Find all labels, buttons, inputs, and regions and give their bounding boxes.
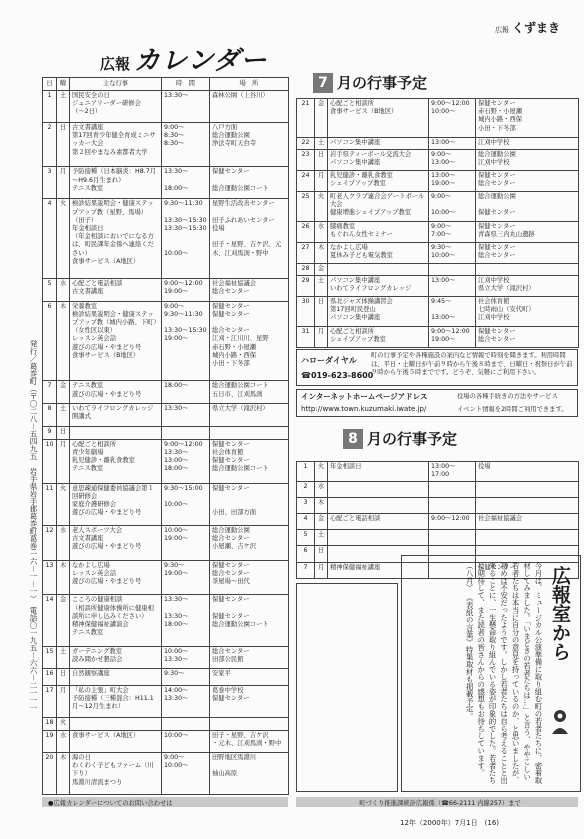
table-row xyxy=(297,497,579,513)
table-row xyxy=(297,138,579,150)
footer-date: 12年（2000年）7月1日 xyxy=(400,819,478,827)
event-cell: 検診結果説明会・健康ステップアップ教（星野、馬場） （田子） 年金相談日 （年金相談においでになる方は、町民課年金係へ連絡ください） 食事サービス（A地区） xyxy=(70,199,162,279)
august-heading xyxy=(343,428,457,449)
place-cell xyxy=(476,263,579,275)
time-cell: 9:30～ xyxy=(162,669,210,685)
footer-page: (16) xyxy=(484,819,500,827)
table-row xyxy=(43,685,289,717)
weekday-cell: 日 xyxy=(315,297,328,327)
place-cell xyxy=(476,530,579,546)
weekday-cell: 金 xyxy=(57,595,70,646)
time-cell: 9:30～ 19:00～ xyxy=(162,560,210,595)
table-header xyxy=(43,78,289,91)
weekday-cell: 土 xyxy=(57,91,70,123)
event-cell: 心配ごと相談所 食事サービス（B地区） xyxy=(328,99,429,138)
weekday-cell: 日 xyxy=(57,426,70,439)
header-event: 主な行事 xyxy=(70,78,162,91)
time-cell: 14:00～ 13:30～ xyxy=(162,685,210,717)
weekday-cell: 木 xyxy=(315,242,328,263)
internet-url[interactable]: http://www.town.kuzumaki.iwate.jp/ xyxy=(301,405,427,413)
weekday-cell: 月 xyxy=(57,167,70,199)
july-heading xyxy=(313,72,427,93)
place-cell: 田野地区馬淵川 袖山高原 xyxy=(210,753,289,795)
event-cell: 心配ごと相談所 青少年劇場 乳児健診・離乳食教室 テニス教室 xyxy=(70,439,162,483)
weekday-cell: 月 xyxy=(315,171,328,192)
weekday-cell: 金 xyxy=(57,381,70,404)
time-cell: 13:30～ 13:30～ 18:00～ xyxy=(162,595,210,646)
table-row xyxy=(297,242,579,263)
weekday-cell: 木 xyxy=(57,560,70,595)
day-cell: 1 xyxy=(297,462,315,482)
footer xyxy=(400,818,499,828)
day-cell: 1 xyxy=(43,91,57,123)
place-cell: 社会福祉協議会 xyxy=(476,514,579,530)
day-cell: 3 xyxy=(297,497,315,513)
place-cell: 保健センター 社会体育館 保健センター 総合運動公園コート xyxy=(210,439,289,483)
event-cell: 乳児健診・離乳食教室 シェイプアップ教室 xyxy=(328,171,429,192)
event-cell: 自然観察講座 xyxy=(70,669,162,685)
time-cell: 9:30～11:30 13:30～15:30 13:30～15:30 10:00～ xyxy=(162,199,210,279)
time-cell: 9:00～12:00 19:00～ xyxy=(429,326,476,347)
weekday-cell: 水 xyxy=(57,730,70,753)
place-cell: 総合運動公園 総合センター 小屋瀬、吉ケ沢 xyxy=(210,525,289,560)
event-cell: テニス教室 遊びの広場・やまどり号 xyxy=(70,381,162,404)
time-cell xyxy=(162,426,210,439)
event-cell: パソコン集中講座 xyxy=(328,138,429,150)
table-row xyxy=(43,560,289,595)
table-row xyxy=(43,123,289,167)
july-table-first-half xyxy=(42,77,289,795)
brand xyxy=(495,19,560,36)
day-cell: 21 xyxy=(297,99,315,138)
weekday-cell: 水 xyxy=(315,481,328,497)
day-cell: 5 xyxy=(43,279,57,302)
day-cell: 27 xyxy=(297,242,315,263)
place-cell: 県立大学（滝沢村） xyxy=(210,404,289,427)
place-cell xyxy=(476,481,579,497)
day-cell: 8 xyxy=(43,404,57,427)
hello-dial-text: 町の行事予定や各種施設の案内など情報で時刻を聞きます。利用時間は、平日・土曜日が午前９時から午後８時まで、日曜日・祝祭日が午前９時から午後５時までです。どうぞ、気軽にご利用下さい。 xyxy=(371,352,573,376)
weekday-cell: 日 xyxy=(315,150,328,171)
time-cell xyxy=(429,530,476,546)
day-cell: 6 xyxy=(297,546,315,562)
time-cell xyxy=(162,717,210,730)
time-cell: 13:00～ xyxy=(429,276,476,297)
july-number: 7 xyxy=(313,73,333,93)
weekday-cell: 火 xyxy=(57,199,70,279)
time-cell: 9:00～ 10:00～ xyxy=(429,192,476,222)
place-cell: 八戸方面 総合運動公園 浄法寺町天台寺 xyxy=(210,123,289,167)
place-cell: 保健センター 総合運動公園コート xyxy=(210,167,289,199)
place-cell: 保健センター 保健センター 総合センター 江刈・江川川、星野 赤石野・小屋瀬 城内小路・西保 小田・下冬部 xyxy=(210,301,289,381)
day-cell: 2 xyxy=(43,123,57,167)
time-cell: 10:00～ 19:00～ xyxy=(162,525,210,560)
day-cell: 19 xyxy=(43,730,57,753)
event-cell: 県北ジャズ体操講習会 第17回町民登山 パソコン集中講座 xyxy=(328,297,429,327)
table-row xyxy=(297,514,579,530)
day-cell: 16 xyxy=(43,669,57,685)
table-row xyxy=(297,326,579,347)
event-cell: 「私の主張」町大会 予防接種（三種混合：H11.1月～12月生まれ） xyxy=(70,685,162,717)
event-cell: 意思疎通保健委員協議会第１ 回研修会 家庭介護研修会 遊びの広場・やまどり号 xyxy=(70,483,162,525)
time-cell: 10:00～ 13:30～ xyxy=(162,646,210,669)
brand-name: くずまき xyxy=(511,21,560,35)
august-number: 8 xyxy=(343,429,363,449)
place-cell: 保健センター 青森県三内丸山遺跡 xyxy=(476,222,579,243)
table-row xyxy=(297,222,579,243)
kouho-column xyxy=(401,555,581,792)
place-cell: 保健センター 赤石野・小屋瀬 城内小路・西保 小田・下冬部 xyxy=(476,99,579,138)
place-cell: 総合運動公園 保健センター xyxy=(476,192,579,222)
place-cell: 役場 xyxy=(476,462,579,482)
event-cell: 膝痛教室 もぐれん女性セミナー xyxy=(328,222,429,243)
day-cell: 13 xyxy=(43,560,57,595)
weekday-cell: 土 xyxy=(315,276,328,297)
weekday-cell: 金 xyxy=(315,514,328,530)
table-row xyxy=(43,426,289,439)
event-cell xyxy=(328,263,429,275)
event-cell xyxy=(328,481,429,497)
event-cell: 年金相談日 xyxy=(328,462,429,482)
day-cell: 4 xyxy=(297,514,315,530)
event-cell xyxy=(328,497,429,513)
weekday-cell: 月 xyxy=(315,326,328,347)
empty-area xyxy=(296,583,398,792)
time-cell: 9:00～12:00 xyxy=(429,514,476,530)
internet-box xyxy=(296,389,578,417)
event-cell: なかよし広場 レッスン英会話 遊びの広場・やまどり号 xyxy=(70,560,162,595)
place-cell xyxy=(210,426,289,439)
day-cell: 9 xyxy=(43,426,57,439)
time-cell xyxy=(429,481,476,497)
table-row xyxy=(43,483,289,525)
weekday-cell: 水 xyxy=(57,525,70,560)
day-cell: 28 xyxy=(297,263,315,275)
weekday-cell: 火 xyxy=(315,192,328,222)
place-cell: 江刈中学校 xyxy=(476,138,579,150)
weekday-cell: 木 xyxy=(57,753,70,795)
event-cell: 古文書講座 第17回青少年健全育成ミニサッカー大会 第２回やまなみ素都者大学 xyxy=(70,123,162,167)
time-cell: 9:00～ 9:30～11:30 13:30～15:30 19:00～ xyxy=(162,301,210,381)
event-cell: パソコン集中講座 いわてライフロングカレッジ xyxy=(328,276,429,297)
day-cell: 25 xyxy=(297,192,315,222)
event-cell: 栄養教室 検診結果説明会・健康ステップアップ教（城内小路、下町）（女性区以東） レッスン英会話 遊びの広場・やまどり号 食事サービス（B地区） xyxy=(70,301,162,381)
place-cell: 田子・星野、吉ケ沢 ・元木、江刈馬渕・野中 xyxy=(210,730,289,753)
time-cell: 13:00～ 19:00～ xyxy=(429,171,476,192)
time-cell: 9:00～12:00 13:30～ 13:00～ 18:00～ xyxy=(162,439,210,483)
july-table-second-half xyxy=(296,98,579,348)
place-cell: 保健センター 総合センター xyxy=(476,326,579,347)
weekday-cell: 月 xyxy=(315,562,328,578)
day-cell: 22 xyxy=(297,138,315,150)
table-row xyxy=(43,717,289,730)
day-cell: 20 xyxy=(43,753,57,795)
title-kanji: 広報 xyxy=(100,55,131,73)
time-cell: 9:45～ 13:00～ xyxy=(429,297,476,327)
july-heading-text: 月の行事予定 xyxy=(337,74,428,92)
flower-icon xyxy=(548,706,572,736)
kouho-body: 今月は、ミュージカル公演準備に取り組む町の若者たちに、密着取材してみました。「いまどきの若者たちは…」と言う、ややこしい若者たちは本当に自分の意見を持っているのか、と思いましたが、初めは不安だったようです。しかし若者たちは自ら考えることと出来ることに、一生懸命取り組んでいる姿が印象的でした。若者たちに期待して、また読者の皆さんからの感想もお待ちしています。（八月） 《表紙の言葉》特集取材も掲載予定。 xyxy=(465,562,543,784)
weekday-cell: 月 xyxy=(57,685,70,717)
weekday-cell: 水 xyxy=(315,222,328,243)
table-row xyxy=(43,730,289,753)
time-cell: 13:00～17:00 xyxy=(429,462,476,482)
footer-contact-right: 町づくり推進課統計広報係（☎66-2111 内線257）まで xyxy=(296,797,578,807)
day-cell: 29 xyxy=(297,276,315,297)
weekday-cell: 木 xyxy=(315,497,328,513)
calendar-title xyxy=(100,40,267,77)
header-day: 日 xyxy=(43,78,57,91)
event-cell: 予防接種（日本脳炎：H8.7月～H9.6月生まれ） テニス教室 xyxy=(70,167,162,199)
place-cell: 保健センター 小田、田部方面 xyxy=(210,483,289,525)
event-cell xyxy=(70,426,162,439)
kouho-title: 広報室から xyxy=(549,566,571,661)
hello-dial-title: ハローダイヤル xyxy=(301,356,357,365)
hello-dial-box xyxy=(296,349,578,386)
day-cell: 30 xyxy=(297,297,315,327)
title-main: カレンダー xyxy=(134,46,268,76)
time-cell: 9:00～ 10:00～ xyxy=(162,753,210,795)
table-row xyxy=(43,753,289,795)
table-row xyxy=(43,669,289,685)
table-row xyxy=(43,439,289,483)
time-cell xyxy=(429,263,476,275)
event-cell: こころの健康相談 （相談所健康体操所に健康相談所に申し込みください） 精神保健福祉講演会 テニス教室 xyxy=(70,595,162,646)
time-cell: 9:30～15:00 10:00～ xyxy=(162,483,210,525)
event-cell: 国民安全の日 ジュニアリーダー研修会 （～2日） xyxy=(70,91,162,123)
time-cell: 9:00～ 8:30～ 8:30～ xyxy=(162,123,210,167)
table-row xyxy=(43,381,289,404)
day-cell: 7 xyxy=(297,562,315,578)
weekday-cell: 日 xyxy=(57,669,70,685)
event-cell: 老人スポーツ大会 古文書講座 遊びの広場・やまどり号 xyxy=(70,525,162,560)
event-cell xyxy=(328,530,429,546)
place-cell: 総合センター 田部公民館 xyxy=(210,646,289,669)
table-row xyxy=(43,595,289,646)
place-cell: 保健センター 保健センター 総合運動公園コート xyxy=(210,595,289,646)
time-cell: 18:00～ xyxy=(162,381,210,404)
table-row xyxy=(297,99,579,138)
weekday-cell: 火 xyxy=(57,717,70,730)
event-cell: 食事サービス（A地区） xyxy=(70,730,162,753)
place-cell xyxy=(476,497,579,513)
place-cell: 社会福祉協議会 総合センター xyxy=(210,279,289,302)
day-cell: 31 xyxy=(297,326,315,347)
day-cell: 6 xyxy=(43,301,57,381)
weekday-cell: 日 xyxy=(315,546,328,562)
weekday-cell: 木 xyxy=(57,301,70,381)
time-cell: 9:00～ 7:00～ xyxy=(429,222,476,243)
place-cell xyxy=(210,717,289,730)
event-cell: いわてライフロングカレッジ開講式 xyxy=(70,404,162,427)
august-heading-text: 月の行事予定 xyxy=(367,430,458,448)
weekday-cell: 日 xyxy=(57,123,70,167)
table-row xyxy=(43,279,289,302)
header-weekday: 曜 xyxy=(57,78,70,91)
table-row xyxy=(297,297,579,327)
weekday-cell: 金 xyxy=(315,99,328,138)
internet-url-note: イベント情報を2時間ご利用できます。 xyxy=(457,406,568,413)
table-row xyxy=(297,171,579,192)
day-cell: 26 xyxy=(297,222,315,243)
event-cell xyxy=(70,717,162,730)
header-place: 場 所 xyxy=(210,78,289,91)
event-cell: 心配ごと電話相談 xyxy=(328,514,429,530)
table-row xyxy=(297,481,579,497)
time-cell xyxy=(429,497,476,513)
hello-dial-phone: ☎019-623-8600 xyxy=(301,371,374,380)
internet-title: インターネットホームページアドレス xyxy=(301,392,428,401)
day-cell: 2 xyxy=(297,481,315,497)
place-cell: 保健センター 総合センター xyxy=(476,242,579,263)
place-cell: 保健センター xyxy=(476,562,579,578)
time-cell: 10:00～ xyxy=(162,730,210,753)
place-cell: 森林公園（上谷川） xyxy=(210,91,289,123)
table-row xyxy=(43,91,289,123)
weekday-cell: 火 xyxy=(57,483,70,525)
event-cell: 岩手県ティーボール交流大会 パソコン集中講座 xyxy=(328,150,429,171)
event-cell: 心配ごと相談所 シェイプアップ教室 xyxy=(328,326,429,347)
time-cell: 13:00～ xyxy=(429,138,476,150)
day-cell: 23 xyxy=(297,150,315,171)
table-row xyxy=(297,263,579,275)
time-cell: 13:30～ xyxy=(162,91,210,123)
day-cell: 14 xyxy=(43,595,57,646)
place-cell: 江刈中学校 県立大学（滝沢村） xyxy=(476,276,579,297)
place-cell: 保健センター 総合センター xyxy=(476,171,579,192)
publisher-info: 発行／葛巻町（〒〇二八－五四九五 岩手県岩手郡葛巻町葛巻一六－一－一） 電話〇一九五－六六－二一一一 xyxy=(29,340,38,712)
weekday-cell: 土 xyxy=(57,404,70,427)
table-row xyxy=(297,192,579,222)
table-row xyxy=(297,530,579,546)
table-row xyxy=(297,150,579,171)
weekday-cell: 土 xyxy=(315,530,328,546)
footer-contact-left: ●広報カレンダーについてのお問い合わせは xyxy=(42,797,288,807)
place-cell: 社会体育館 七時雨山（安代町） 江刈中学校 xyxy=(476,297,579,327)
event-cell: なかよし広場 夏休み子ども電気教室 xyxy=(328,242,429,263)
event-cell: 心配ごと電話相談 古文書講座 xyxy=(70,279,162,302)
place-cell: 総合運動公園 江刈中学校 xyxy=(476,150,579,171)
place-cell: 総合運動公園コート 五日市、江刈馬渕 xyxy=(210,381,289,404)
time-cell: 9:00～12:00 19:00～ xyxy=(162,279,210,302)
place-cell: 保健センター 総合センター 茶屋場～田代 xyxy=(210,560,289,595)
place-cell: 安家平 xyxy=(210,669,289,685)
event-cell: 精神保健福祉講座 xyxy=(328,562,429,578)
day-cell: 10 xyxy=(43,439,57,483)
brand-prefix: 広報 xyxy=(494,26,509,34)
day-cell: 3 xyxy=(43,167,57,199)
table-row xyxy=(43,404,289,427)
place-cell: 星野生活改善センター 田子ふれあいセンター 役場 田子・星野、吉ケ沢、元木、江刈馬渕・野中 xyxy=(210,199,289,279)
day-cell: 4 xyxy=(43,199,57,279)
place-cell: 葛巻中学校 保健センター xyxy=(210,685,289,717)
table-row xyxy=(43,199,289,279)
header-time: 時 間 xyxy=(162,78,210,91)
table-row xyxy=(43,167,289,199)
weekday-cell: 月 xyxy=(57,439,70,483)
day-cell: 18 xyxy=(43,717,57,730)
day-cell: 15 xyxy=(43,646,57,669)
day-cell: 24 xyxy=(297,171,315,192)
table-row xyxy=(43,525,289,560)
table-row xyxy=(43,301,289,381)
weekday-cell: 土 xyxy=(57,646,70,669)
event-cell: ガーデニング教室 読み聞かせ懇話会 xyxy=(70,646,162,669)
time-cell: 9:00～ 13:00～ xyxy=(429,150,476,171)
day-cell: 12 xyxy=(43,525,57,560)
time-cell: 13:30～ 18:00～ xyxy=(162,167,210,199)
table-row xyxy=(297,276,579,297)
day-cell: 17 xyxy=(43,685,57,717)
time-cell: 9:00～12:00 10:00～ xyxy=(429,99,476,138)
time-cell: 9:30～ 10:00～ xyxy=(429,242,476,263)
day-cell: 7 xyxy=(43,381,57,404)
day-cell: 5 xyxy=(297,530,315,546)
weekday-cell: 水 xyxy=(57,279,70,302)
day-cell: 11 xyxy=(43,483,57,525)
time-cell: 13:30～ xyxy=(162,404,210,427)
event-cell: 町老人クラブ連合会ゲートボール大会 健康増進シェイプアップ教室 xyxy=(328,192,429,222)
table-row xyxy=(297,462,579,482)
weekday-cell: 火 xyxy=(315,462,328,482)
internet-note: 役場の各種手続きの方法やサービス xyxy=(457,393,558,400)
weekday-cell: 金 xyxy=(315,263,328,275)
weekday-cell: 土 xyxy=(315,138,328,150)
event-cell: 海の日 わくわく子どもファーム（川下り） 馬淵川清流まつり xyxy=(70,753,162,795)
table-row xyxy=(43,646,289,669)
